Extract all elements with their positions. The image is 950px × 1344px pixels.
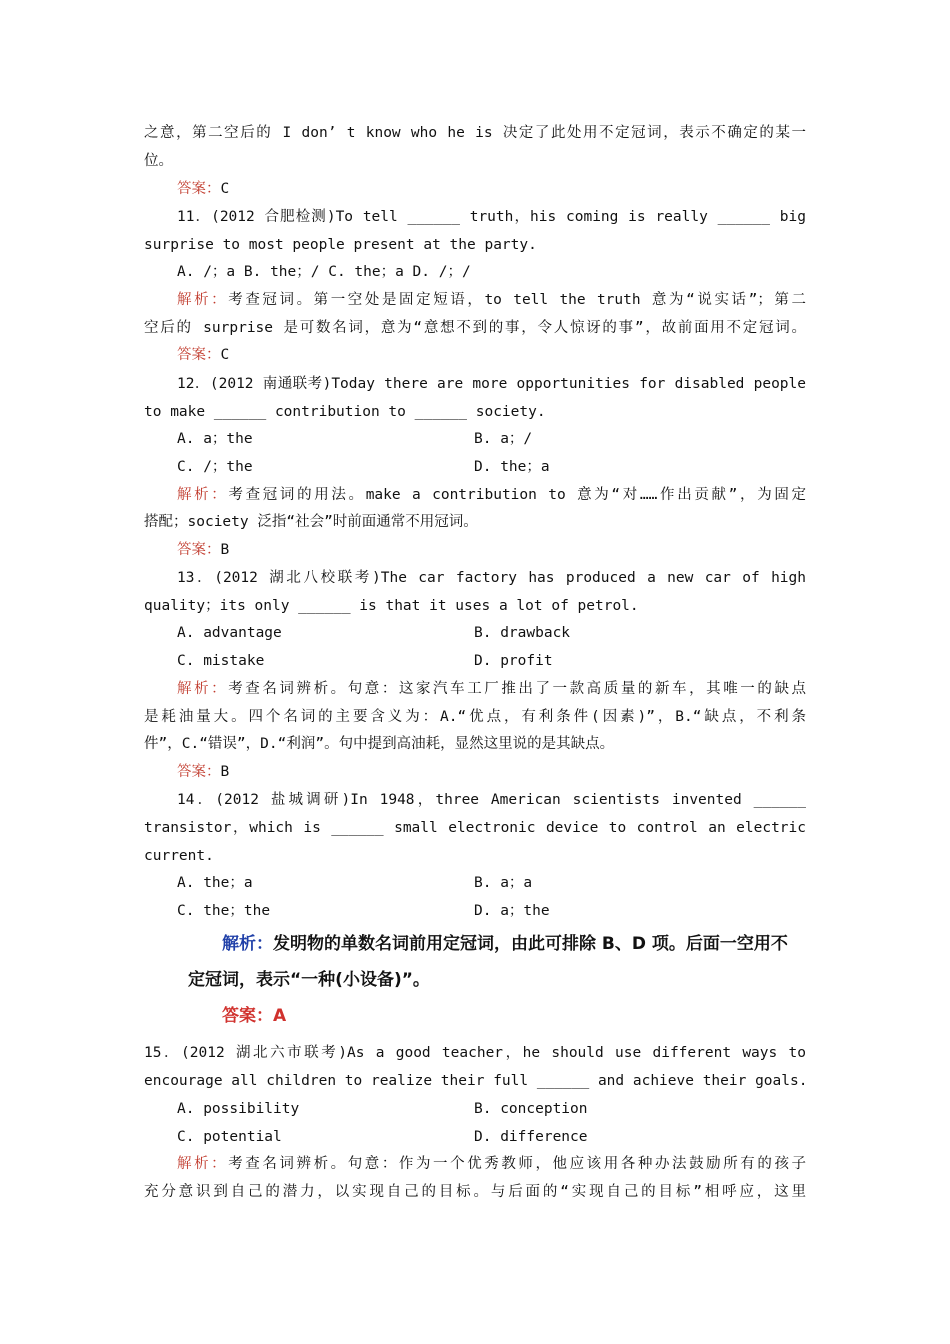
option-a: A. a；the xyxy=(177,431,253,447)
answer-line xyxy=(177,179,839,199)
options-row xyxy=(177,651,839,671)
question-stem: current. xyxy=(144,848,214,864)
question-stem: 13．(2012 湖北八校联考)The car factory has produced a new car of high xyxy=(177,570,806,586)
options-row xyxy=(177,873,839,893)
answer-line xyxy=(177,762,839,782)
question-stem: 14．(2012 盐城调研)In 1948，three American scientists invented ______ xyxy=(177,792,806,808)
analysis-line: 是耗油量大。四个名词的主要含义为：A.“优点，有利条件(因素)”，B.“缺点，不利条 xyxy=(144,709,806,725)
options-row xyxy=(177,429,839,449)
answer-value: B xyxy=(220,542,230,558)
option-b: B. a；/ xyxy=(474,431,533,447)
analysis-text: 发明物的单数名词前用定冠词，由此可排除 B、D 项。后面一空用不 xyxy=(273,934,788,954)
analysis-line xyxy=(177,485,806,505)
analysis-line xyxy=(177,1154,806,1174)
analysis-label: 解析： xyxy=(177,681,229,697)
option-c: C. potential xyxy=(177,1129,282,1145)
question-stem: 12．(2012 南通联考)Today there are more opportunities for disabled people xyxy=(177,376,806,392)
option-b: B. a；a xyxy=(474,875,533,891)
answer-value: C xyxy=(220,347,230,363)
analysis-text: 考查名词辨析。句意：作为一个优秀教师，他应该用各种办法鼓励所有的孩子 xyxy=(228,1156,807,1172)
answer-value: B xyxy=(220,764,230,780)
answer-value: A xyxy=(273,1006,287,1026)
text-line: 之意，第二空后的 I don’ t know who he is 决定了此处用不定冠词，表示不确定的某一 xyxy=(144,125,806,141)
analysis-line: 空后的 surprise 是可数名词，意为“意想不到的事，令人惊讶的事”，故前面用不定冠词。 xyxy=(144,320,806,336)
answer-line xyxy=(222,1006,884,1026)
options-row xyxy=(177,1099,839,1119)
option-d: D. difference xyxy=(474,1129,588,1145)
question-stem: quality；its only ______ is that it uses a lot of petrol. xyxy=(144,598,639,614)
options-row xyxy=(177,623,839,643)
analysis-label: 解析： xyxy=(222,934,273,954)
options-row xyxy=(177,1127,839,1147)
analysis-line: 定冠词，表示“一种(小设备)”。 xyxy=(188,970,430,990)
analysis-line: 件”，C.“错误”，D.“利润”。句中提到高油耗，显然这里说的是其缺点。 xyxy=(144,736,615,752)
answer-label: 答案： xyxy=(177,347,221,363)
analysis-text: 考查冠词。第一空处是固定短语，to tell the truth 意为“说实话”；第二 xyxy=(228,292,807,308)
question-stem: to make ______ contribution to ______ society. xyxy=(144,404,546,420)
answer-line xyxy=(177,540,839,560)
analysis-label: 解析： xyxy=(177,292,229,308)
option-c: C. mistake xyxy=(177,653,265,669)
analysis-text: 考查冠词的用法。make a contribution to 意为“对……作出贡献”，为固定 xyxy=(228,487,807,503)
option-d: D. the；a xyxy=(474,459,550,475)
options-line: A. /；a B. the；/ C. the；a D. /；/ xyxy=(177,264,471,280)
analysis-label: 解析： xyxy=(177,1156,229,1172)
options-row xyxy=(177,457,839,477)
question-stem: transistor，which is ______ small electronic device to control an electric xyxy=(144,820,806,836)
answer-value: C xyxy=(220,181,230,197)
analysis-line xyxy=(177,679,806,699)
answer-label: 答案： xyxy=(222,1006,273,1026)
option-b: B. conception xyxy=(474,1101,588,1117)
option-a: A. advantage xyxy=(177,625,282,641)
question-stem: 11．(2012 合肥检测)To tell ______ truth，his coming is really ______ big xyxy=(177,209,806,225)
text-line: 位。 xyxy=(144,153,173,169)
option-c: C. the；the xyxy=(177,903,271,919)
analysis-line: 充分意识到自己的潜力，以实现自己的目标。与后面的“实现自己的目标”相呼应，这里 xyxy=(144,1184,806,1200)
option-b: B. drawback xyxy=(474,625,571,641)
option-d: D. a；the xyxy=(474,903,550,919)
option-d: D. profit xyxy=(474,653,553,669)
answer-label: 答案： xyxy=(177,181,221,197)
options-row xyxy=(177,901,839,921)
analysis-text: 考查名词辨析。句意：这家汽车工厂推出了一款高质量的新车，其唯一的缺点 xyxy=(228,681,807,697)
answer-label: 答案： xyxy=(177,542,221,558)
analysis-label: 解析： xyxy=(177,487,229,503)
option-a: A. possibility xyxy=(177,1101,300,1117)
question-stem: encourage all children to realize their full ______ and achieve their goals. xyxy=(144,1073,808,1089)
analysis-line xyxy=(177,290,806,310)
option-a: A. the；a xyxy=(177,875,253,891)
option-c: C. /；the xyxy=(177,459,253,475)
answer-line xyxy=(177,345,839,365)
analysis-line: 搭配；society 泛指“社会”时前面通常不用冠词。 xyxy=(144,514,478,530)
answer-label: 答案： xyxy=(177,764,221,780)
analysis-line xyxy=(222,934,822,954)
question-stem: surprise to most people present at the party. xyxy=(144,237,537,253)
question-stem: 15．(2012 湖北六市联考)As a good teacher，he should use different ways to xyxy=(144,1045,806,1061)
